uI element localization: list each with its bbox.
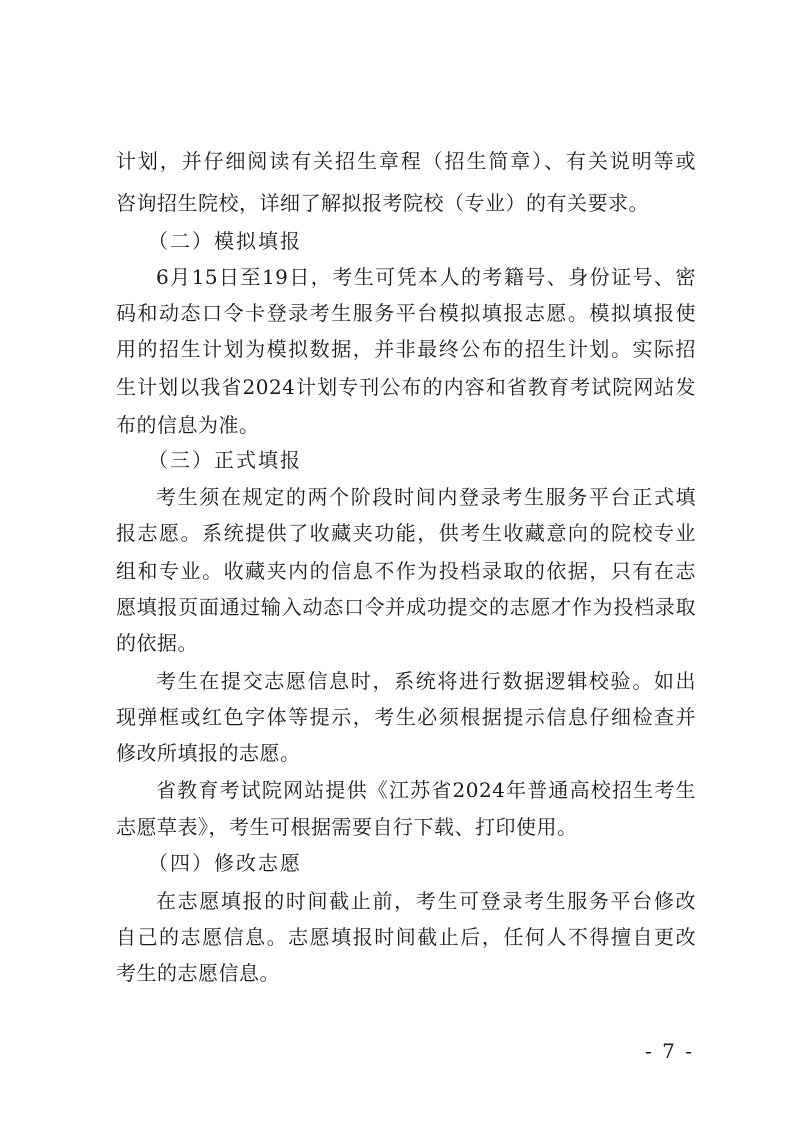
section-heading-formal-filling: （三）正式填报 <box>148 448 302 472</box>
paragraph-line: 用的招生计划为模拟数据，并非最终公布的招生计划。实际招 <box>116 337 696 361</box>
paragraph-line: 计划，并仔细阅读有关招生章程（招生简章）、有关说明等或 <box>116 149 696 173</box>
paragraph-line: 志愿草表》，考生可根据需要自行下载、打印使用。 <box>116 815 578 839</box>
paragraph-line: 组和专业。收藏夹内的信息不作为投档录取的依据，只有在志 <box>116 559 696 583</box>
paragraph-line: 在志愿填报的时间截止前，考生可登录考生服务平台修改 <box>156 889 696 913</box>
paragraph-line: 的依据。 <box>116 631 198 655</box>
paragraph-line: 考生的志愿信息。 <box>116 961 280 985</box>
paragraph-line: 愿填报页面通过输入动态口令并成功提交的志愿才作为投档录取 <box>116 595 696 619</box>
paragraph-line: 考生须在规定的两个阶段时间内登录考生服务平台正式填 <box>156 485 696 509</box>
paragraph-line: 考生在提交志愿信息时，系统将进行数据逻辑校验。如出 <box>156 669 696 693</box>
paragraph-line: 现弹框或红色字体等提示，考生必须根据提示信息仔细检查并 <box>116 705 696 729</box>
section-heading-simulated-filling: （二）模拟填报 <box>148 229 302 253</box>
paragraph-line: 6月15日至19日，考生可凭本人的考籍号、身份证号、密 <box>156 265 696 289</box>
section-heading-modify-preferences: （四）修改志愿 <box>148 851 302 875</box>
paragraph-line: 修改所填报的志愿。 <box>116 741 301 765</box>
page-number: - 7 - <box>645 1039 694 1063</box>
paragraph-line: 咨询招生院校，详细了解拟报考院校（专业）的有关要求。 <box>116 191 649 215</box>
paragraph-line: 报志愿。系统提供了收藏夹功能，供考生收藏意向的院校专业 <box>116 521 696 545</box>
paragraph-line: 生计划以我省2024计划专刊公布的内容和省教育考试院网站发 <box>116 375 696 399</box>
paragraph-line: 省教育考试院网站提供《江苏省2024年普通高校招生考生 <box>156 778 696 802</box>
paragraph-line: 自己的志愿信息。志愿填报时间截止后，任何人不得擅自更改 <box>116 925 696 949</box>
paragraph-line: 布的信息为准。 <box>116 413 260 437</box>
paragraph-line: 码和动态口令卡登录考生服务平台模拟填报志愿。模拟填报使 <box>116 301 696 325</box>
